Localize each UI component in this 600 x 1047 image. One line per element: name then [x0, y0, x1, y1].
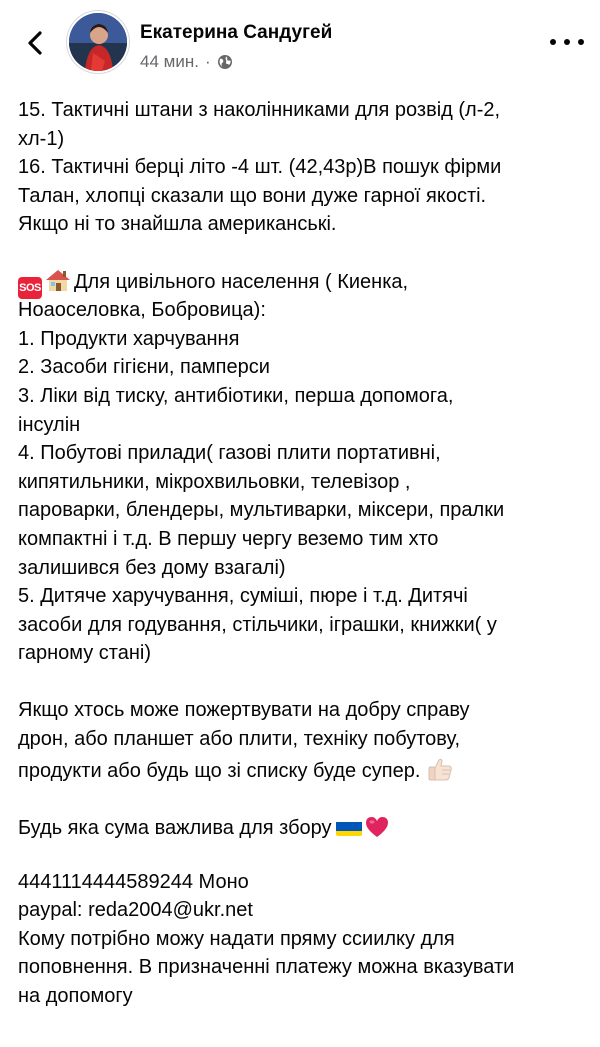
- post-line: Кому потрібно можу надати пряму ссиилку для: [18, 927, 455, 950]
- more-dots-icon: [550, 39, 556, 45]
- post-line: дрон, або планшет або плити, техніку побутову,: [18, 728, 461, 751]
- paypal-line: paypal: reda2004@ukr.net: [18, 899, 253, 922]
- more-options-button[interactable]: [550, 30, 584, 54]
- list-item: кипятильники, мікрохвильовки, телевізор ,: [18, 470, 411, 493]
- post-header: [0, 0, 600, 92]
- back-button[interactable]: [18, 26, 52, 60]
- post-line: хл-1): [18, 127, 65, 150]
- paypal-email-link[interactable]: reda2004@ukr.net: [88, 899, 253, 922]
- author-name[interactable]: Екатерина Сандугей: [140, 22, 333, 43]
- post-line: Ноаоселовка, Бобровица):: [18, 299, 266, 322]
- list-item: залишився без дому взагалі): [18, 556, 286, 579]
- list-item: 3. Ліки від тиску, антибіотики, перша допомога,: [18, 384, 454, 407]
- globe-icon: [217, 54, 233, 70]
- avatar-image: [69, 13, 127, 71]
- list-item: гарному стані): [18, 642, 152, 665]
- ukraine-flag-emoji: [336, 818, 362, 836]
- sos-emoji: SOS: [18, 277, 42, 299]
- red-heart-emoji: [364, 815, 390, 839]
- chevron-left-icon: [26, 30, 44, 56]
- list-item: 1. Продукти харчування: [18, 327, 240, 350]
- civil-heading: SOS Для цивільного населення ( Киенка,: [18, 268, 590, 297]
- list-item: інсулін: [18, 413, 81, 436]
- list-item: пароварки, блендеры, мультиварки, міксери, пралки: [18, 499, 505, 522]
- post-line: Талан, хлопці сказали що вони дуже гарної якості.: [18, 184, 487, 207]
- post-line: на допомогу: [18, 985, 133, 1008]
- card-number: 4441114444589244 Моно: [18, 870, 249, 893]
- post-line: Якщо ні то знайшла американські.: [18, 213, 337, 236]
- list-item: 4. Побутові прилади( газові плити портативні,: [18, 442, 441, 465]
- house-emoji: [45, 268, 71, 292]
- post-line: Будь яка сума важлива для збору: [18, 812, 590, 844]
- post-line: 16. Тактичні берці літо -4 шт. (42,43р)В пошук фірми: [18, 156, 502, 179]
- list-item: 2. Засоби гігієни, памперси: [18, 356, 270, 379]
- post-meta: [140, 52, 233, 72]
- list-item: 5. Дитяче харучування, суміші, пюре і т.д. Дитячі: [18, 585, 468, 608]
- meta-separator: ·: [204, 52, 211, 71]
- list-item: компактні і т.д. В першу чергу веземо тим хто: [18, 527, 439, 550]
- post-line: поповнення. В призначенні платежу можна вказувати: [18, 956, 515, 979]
- post-body: [18, 96, 590, 1011]
- avatar[interactable]: [69, 13, 127, 71]
- list-item: засоби для годування, стільчики, іграшки, книжки( у: [18, 613, 497, 636]
- post-time[interactable]: 44 мин.: [140, 52, 199, 71]
- post-line: продукти або будь що зі списку буде супер.: [18, 754, 590, 788]
- thumbs-up-emoji: [426, 755, 454, 783]
- post-line: Якщо хтось може пожертвувати на добру справу: [18, 699, 470, 722]
- post-line: 15. Тактичні штани з наколінниками для розвід (л-2,: [18, 99, 501, 121]
